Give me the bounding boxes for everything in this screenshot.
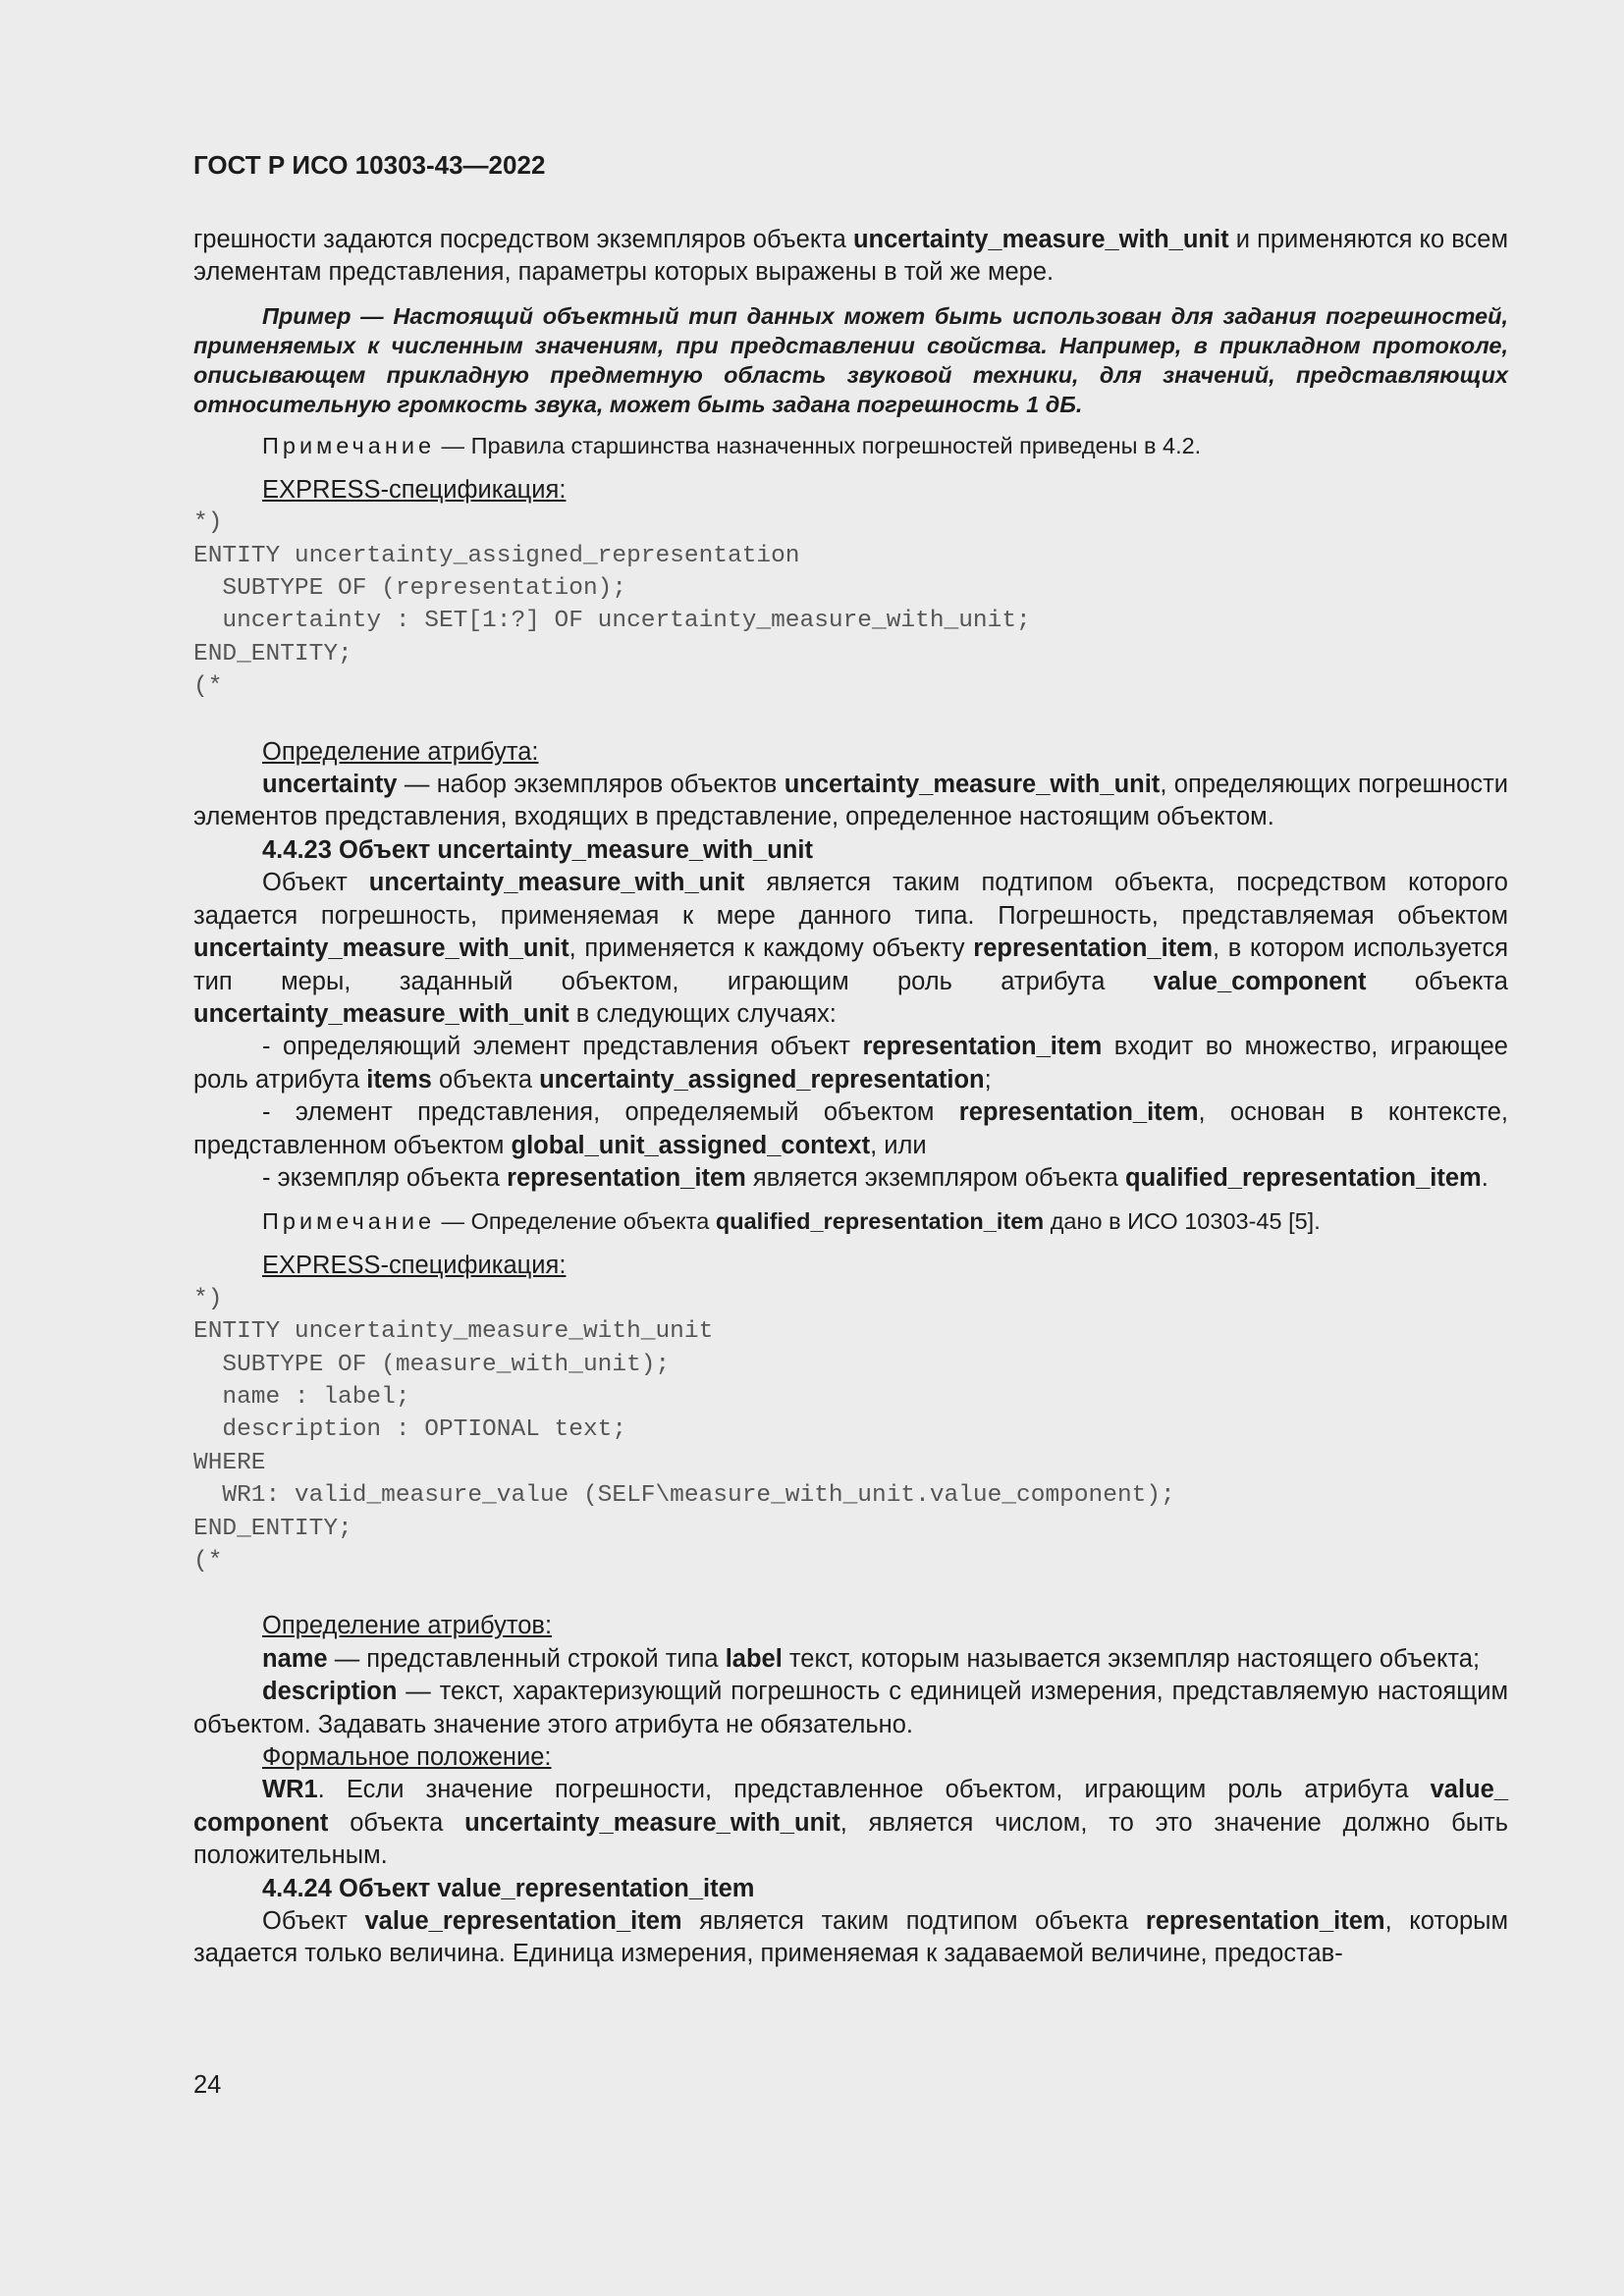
bold-term: uncertainty_measure_with_unit (784, 771, 1161, 799)
express-label-1: EXPRESS-спецификация: (262, 475, 567, 504)
bold-term: uncertainty_measure_with_unit (368, 869, 745, 897)
bold-term: uncertainty_measure_with_unit (193, 999, 569, 1028)
bold-term: label (725, 1644, 783, 1673)
bold-term: representation_item (507, 1163, 746, 1192)
bold-term: WR1 (262, 1776, 318, 1804)
attrs-def-label: Определение атрибутов: (262, 1612, 553, 1640)
note-2 (193, 1206, 1508, 1236)
bold-term: qualified_representation_item (1124, 1163, 1482, 1192)
bold-term: representation_item (862, 1033, 1103, 1061)
list-item: - экземпляр объекта representation_item является экземпляром объекта qualified_representation_item. (262, 1163, 1489, 1192)
bold-term: uncertainty_assigned_representation (539, 1065, 985, 1094)
note-1-text: — Правила старшинства назначенных погрешностей приведены в 4.2. (435, 432, 1202, 458)
bold-term: representation_item (973, 934, 1214, 963)
bold-term: value_ component (193, 1776, 1508, 1837)
attr-def-description: description — текст, характеризующий погрешность с единицей измерения, представляемую настоящим объектом. Задавать значение этого атрибута не обязательно. (193, 1678, 1508, 1738)
bold-term: representation_item (958, 1098, 1199, 1127)
attr-def-label: Определение атрибута: (262, 737, 539, 766)
page-number: 24 (193, 2071, 222, 2099)
attr-def-uncertainty: uncertainty — набор экземпляров объектов uncertainty_measure_with_unit, определяющих погрешности элементов представления, входящих в представление, определенное настоящим объектом. (193, 771, 1508, 831)
section-4-4-24-title: 4.4.24 Объект value_representation_item (262, 1874, 755, 1902)
note-word: Примечание (262, 432, 436, 458)
bold-term: qualified_representation_item (715, 1208, 1045, 1235)
bold-term: name (262, 1644, 328, 1673)
note-2-text: — Определение объекта qualified_representation_item дано в ИСО 10303-45 [5]. (435, 1208, 1321, 1235)
bold-term: value_component (1153, 967, 1367, 995)
bold-term: description (262, 1678, 398, 1706)
note-1 (193, 431, 1508, 460)
example-paragraph: Пример — Настоящий объектный тип данных может быть использован для задания погрешностей, применяемых к численным значениям, при представлении свойства. Например, в прикладном протоколе, описывающем прикладную предметную область звуковой техники, для значений, представляющих относительную громкость звука, может быть задана погрешность 1 дБ. (193, 302, 1508, 417)
bold-term: uncertainty (262, 771, 398, 799)
bold-term: value_representation_item (364, 1907, 682, 1936)
section-4-4-24-paragraph: Объект value_representation_item является таким подтипом объекта representation_item, которым задается только величина. Единица измерения, применяемая к задаваемой величине, предостав- (193, 1907, 1508, 1968)
list-item: - определяющий элемент представления объект representation_item входит во множество, играющее роль атрибута items объекта uncertainty_assigned_representation; (193, 1033, 1508, 1094)
formal-rule-wr1: WR1. Если значение погрешности, представленное объектом, играющим роль атрибута value_ component объекта uncertainty_measure_with_unit, является числом, то это значение должно быть положительным. (193, 1776, 1508, 1870)
formal-label: Формальное положение: (262, 1743, 552, 1772)
intro-paragraph: грешности задаются посредством экземпляров объекта uncertainty_measure_with_unit и применяются ко всем элементам представления, параметры которых выражены в той же мере. (193, 226, 1508, 287)
bold-term: uncertainty_measure_with_unit (193, 934, 569, 963)
express-label-2: EXPRESS-спецификация: (262, 1252, 567, 1280)
section-4-4-23-paragraph: Объект uncertainty_measure_with_unit является таким подтипом объекта, посредством которого задается погрешность, применяемая к мере данного типа. Погрешность, представляемая объектом uncertainty_measure_with_unit, применяется к каждому объекту representation_item, в котором используется тип меры, заданный объектом, играющим роль атрибута value_component объекта uncertainty_measure_with_unit в следующих случаях: (193, 869, 1509, 1028)
bold-term: global_unit_assigned_context (511, 1131, 871, 1159)
bold-term: uncertainty_measure_with_unit (464, 1808, 840, 1837)
bold-term: uncertainty_measure_with_unit (852, 226, 1229, 253)
bold-term: items (366, 1065, 432, 1094)
list-item: - элемент представления, определяемый объектом representation_item, основан в контексте, представленном объектом global_unit_assigned_context, или (193, 1098, 1508, 1159)
note-word: Примечание (262, 1208, 436, 1235)
page-content (193, 145, 1508, 1971)
section-4-4-23-title: 4.4.23 Объект uncertainty_measure_with_unit (262, 835, 813, 864)
express-code-2: *) ENTITY uncertainty_measure_with_unit SUBTYPE OF (measure_with_unit); name : label; description : OPTIONAL text; WHERE WR1: valid_measure_value (SELF\measure_with_unit.value_component); END_ENTITY; (* (193, 1285, 1175, 1575)
document-header: ГОСТ Р ИСО 10303-43—2022 (193, 150, 546, 180)
express-code-1: *) ENTITY uncertainty_assigned_representation SUBTYPE OF (representation); uncertainty : SET[1:?] OF uncertainty_measure_with_unit; END_ENTITY; (* (193, 509, 1031, 701)
bold-term: representation_item (1145, 1907, 1385, 1936)
attr-def-name: name — представленный строкой типа label текст, которым называется экземпляр настоящего объекта; (262, 1644, 1481, 1673)
